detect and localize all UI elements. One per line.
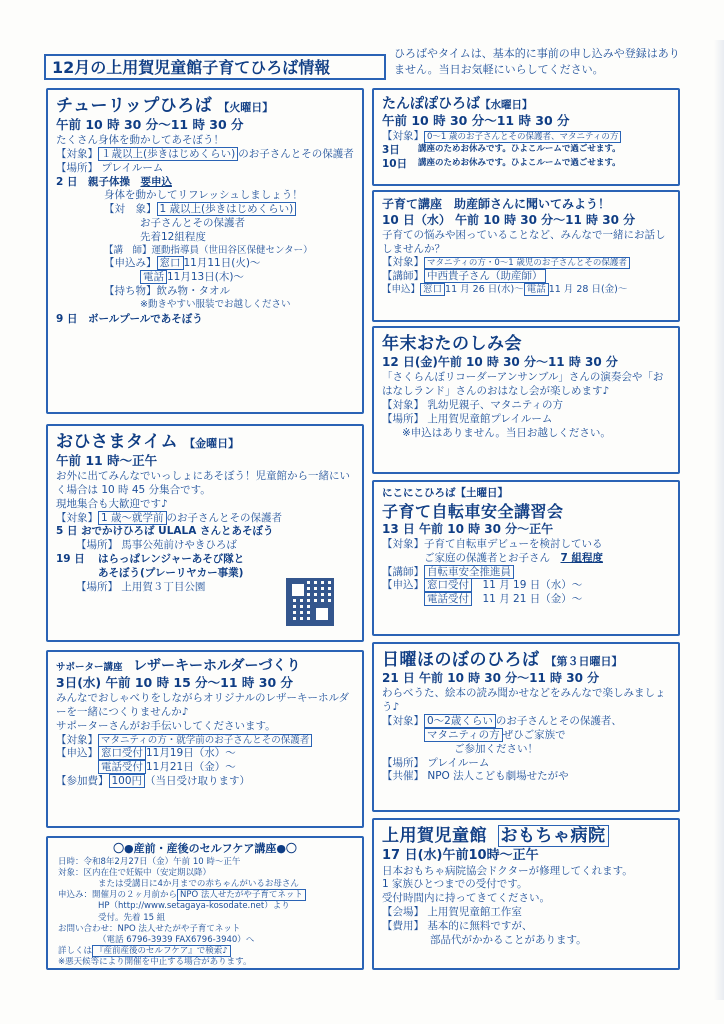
selfcare-l3: または受講日に4か月までの赤ちゃんがいるお母さん (98, 878, 299, 889)
selfcare-search-term: 『産前産後のセルフケア』で検索♪ (92, 945, 231, 957)
midwife-apply-label: 【申込】 (382, 284, 421, 296)
leather-apply-label: 【申込】 (56, 747, 98, 760)
tulip-day: 【火曜日】 (218, 101, 274, 114)
sunday-target-4: ぜひご家族で (502, 728, 566, 741)
midwife-apply-window-date: 11 月 26 日(水)～ (445, 284, 524, 296)
tulip-e1-apply: 要申込 (140, 175, 172, 188)
ohisama-time: 午前 11 時～正午 (56, 453, 158, 469)
midwife-apply-phone: 電話 (524, 283, 549, 296)
tulip-e1-target: 1 歳以上(歩きはじめくらい) (157, 202, 297, 216)
sunday-section (372, 642, 680, 812)
midwife-target-label: 【対象】 (382, 256, 424, 269)
bike-target-2: ご家庭の保護者とお子さん (424, 551, 550, 564)
ohisama-desc-2: 現地集合も大歓迎です♪ (56, 497, 168, 510)
tulip-e1-bring-label: 【持ち物】 (104, 285, 157, 298)
yearend-target: 【対象】 乳幼児親子、マタニティの方 (382, 398, 563, 411)
leather-apply-phone: 電話受付 (98, 760, 146, 774)
selfcare-l4b: NPO 法人せたがや子育てネット (177, 889, 306, 901)
midwife-title: 子育て講座 助産師さんに聞いてみよう！ (382, 197, 611, 211)
tanpopo-closed-1: 講座のためお休みです。ひよこルームで過ごせます。 (418, 143, 621, 154)
sunday-target-3: マタニティの方 (424, 728, 503, 742)
ohisama-target-2: のお子さんとその保護者 (166, 511, 283, 524)
leather-target: マタニティの方・就学前のお子さんとその保護者 (98, 734, 312, 747)
leather-desc: みんなでおしゃべりをしながらオリジナルのレザーキーホルダーを一緒につくりませんか♪ (56, 691, 350, 718)
selfcare-l5[interactable]: HP（http://www.setagaya-kosodate.net）より (98, 901, 290, 912)
leather-apply-phone-date: 11月21日（金）～ (146, 761, 236, 774)
midwife-teacher: 中西貴子さん（助産師） (424, 269, 546, 283)
bike-target-label: 【対象】 (382, 537, 424, 550)
leather-target-label: 【対象】 (56, 733, 98, 746)
tulip-target: １歳以上(歩きはじめくらい) (98, 147, 238, 161)
leather-apply-window-date: 11月19日（水）～ (146, 747, 236, 760)
sunday-target: 0～2歳くらい (424, 714, 496, 728)
tanpopo-target-label: 【対象】 (382, 129, 424, 142)
sunday-desc: わらべうた、絵本の読み聞かせなどをみんなで楽しみましょう♪ (382, 687, 666, 714)
selfcare-l1: 日時：令和8年2月27日（金）午前 10 時～正午 (58, 856, 241, 867)
tulip-e1-target-label: 【対 象】 (104, 203, 157, 216)
midwife-apply-phone-date: 11 月 28 日(金)～ (548, 284, 628, 296)
ohisama-e2-place: 【場所】 上用賀３丁目公園 (76, 580, 206, 593)
ohisama-target: 1 歳～就学前 (98, 511, 167, 525)
page-edge-shadow (714, 40, 724, 1000)
selfcare-l6: 受付。先着 15 組 (98, 912, 166, 923)
tanpopo-title: たんぽぽひろば (382, 96, 480, 112)
tulip-e1-apply-phone: 電話 (140, 270, 167, 284)
toy-title-2: おもちゃ病院 (498, 825, 609, 847)
selfcare-l9a: 詳しくは (58, 946, 93, 957)
tulip-e1-apply-phone-date: 11月13日(木)～ (167, 271, 244, 284)
bike-apply-phone: 電話受付 (424, 592, 472, 606)
bike-teacher: 自転車安全推進員 (424, 565, 514, 579)
yearend-time: 12 日(金)午前 10 時 30 分～11 時 30 分 (382, 355, 618, 370)
tulip-section (46, 88, 364, 414)
tulip-time: 午前 10 時 30 分～11 時 30 分 (56, 117, 244, 133)
ohisama-day: 【金曜日】 (184, 437, 240, 450)
bike-apply-phone-date: 11 月 21 日（金）～ (482, 593, 583, 606)
sunday-day: 【第３日曜日】 (545, 655, 623, 668)
toy-desc: 日本おもちゃ病院協会ドクターが修理してくれます。 (382, 864, 633, 877)
tulip-e1-title: 親子体操 (87, 175, 130, 188)
tulip-target-label: 【対象】 (56, 147, 98, 160)
midwife-time: 10 日（水） 午前 10 時 30 分～11 時 30 分 (382, 212, 636, 227)
bike-section (372, 480, 680, 636)
sunday-target-2: のお子さんとその保護者、 (495, 714, 622, 727)
yearend-place: 【場所】 上用賀児童館プレイルーム (382, 412, 553, 425)
sunday-title: 日曜ほのぼのひろば (382, 650, 540, 670)
toy-fee-2: 部品代がかかることがあります。 (430, 933, 587, 946)
selfcare-l4: 申込み：開催月の２ヶ月前から (58, 890, 178, 901)
tanpopo-day: 【水曜日】 (480, 99, 533, 111)
tulip-e1-desc: 身体を動かしてリフレッシュしましょう！ (104, 189, 303, 202)
bike-apply-window-date: 11 月 19 日（水）～ (482, 579, 583, 592)
tulip-e1-note: ※動きやすい服装でお越しください (140, 298, 291, 310)
ohisama-section (46, 424, 364, 642)
header-title: 12月の上用賀児童館子育てひろば情報 (44, 54, 386, 80)
tanpopo-target: 0～1 歳のお子さんとその保護者、マタニティの方 (424, 131, 621, 143)
ohisama-e2-title: はらっぱレンジャーあそび隊と (98, 553, 245, 566)
tulip-e1-teacher-label: 【講 師】 (104, 244, 152, 256)
ohisama-target-label: 【対象】 (56, 511, 98, 524)
bike-teacher-label: 【講師】 (382, 565, 424, 578)
tanpopo-section (372, 88, 680, 186)
ohisama-desc: お外に出てみんなでいっしょにあそぼう！児童館から一緒にいく場合は 10 時 45 分集合です。 (56, 469, 350, 496)
leather-desc-2: サポーターさんがお手伝いしてくださいます。 (56, 719, 276, 732)
midwife-target: マタニティの方・0～1 歳児のお子さんとその保護者 (424, 257, 630, 269)
toy-desc-3: 受付時間内に持ってきてください。 (382, 892, 550, 905)
tulip-e1-target-2: お子さんとその保護者 (140, 217, 245, 230)
tulip-place: 【場所】 プレイルーム (56, 161, 164, 174)
tulip-target-2: のお子さんとその保護者 (238, 147, 354, 160)
bike-apply-window: 窓口受付 (424, 578, 472, 592)
sunday-target-5: ご参加ください！ (454, 742, 538, 755)
tulip-e1-apply-window-date: 11月11日(火)～ (183, 257, 261, 270)
yearend-note: ※申込はありません。当日お越しください。 (402, 426, 611, 439)
leather-fee: 100円 (109, 774, 146, 788)
toy-desc-2: 1 家族ひとつまでの受付です。 (382, 878, 528, 891)
toy-section (372, 818, 680, 970)
tulip-e1-bring: 飲み物・タオル (156, 285, 230, 298)
tulip-desc: たくさん身体を動かしてあそぼう！ (56, 133, 224, 146)
leather-fee-label: 【参加費】 (56, 775, 109, 788)
header-notice: ひろばやタイムは、基本的に事前の申し込みや登録はありません。当日お気軽にいらしてください。 (394, 47, 680, 76)
selfcare-l8: （電話 6796-3939 FAX6796-3940）へ (98, 935, 255, 946)
toy-title-1: 上用賀児童館 (382, 826, 487, 846)
bike-count: 7 組程度 (560, 551, 603, 564)
midwife-apply-window: 窓口 (420, 283, 445, 296)
ohisama-title: おひさまタイム (56, 432, 179, 452)
qr-code[interactable] (286, 578, 334, 626)
tulip-e1-count: 先着12組程度 (140, 230, 206, 243)
bike-time: 13 日 午前 10 時 30 分～正午 (382, 521, 554, 536)
yearend-section (372, 326, 680, 474)
midwife-section (372, 190, 680, 322)
selfcare-section (46, 836, 364, 970)
ohisama-e1-place: 【場所】 馬事公苑前けやきひろば (76, 539, 237, 552)
selfcare-l7: お問い合わせ：NPO 法人せたがや子育てネット (58, 923, 241, 934)
sunday-cohost: 【共催】 NPO 法人こども劇場せたがや (382, 770, 569, 783)
leather-fee-note: （当日受け取ります） (145, 775, 251, 788)
selfcare-title: 〇●産前・産後のセルフケア講座●〇 (113, 842, 297, 855)
tulip-e1-apply-window: 窓口 (157, 256, 184, 270)
bike-day: 【土曜日】 (455, 487, 508, 499)
yearend-title: 年末おたのしみ会 (382, 334, 522, 354)
leather-section (46, 650, 364, 828)
selfcare-l10: ※悪天候等により開催を中止する場合があります。 (58, 957, 252, 968)
tulip-e2-title: ボールプールであそぼう (87, 313, 203, 326)
tanpopo-time: 午前 10 時 30 分～11 時 30 分 (382, 113, 570, 129)
ohisama-e2-title-2: あそぼう(プレーリヤカー事業) (98, 566, 244, 579)
midwife-desc: 子育ての悩みや困っていることなど、みんなで一緒にお話ししませんか？ (382, 228, 666, 255)
sunday-place: 【場所】 プレイルーム (382, 756, 490, 769)
sunday-time: 21 日 午前 10 時 30 分～11 時 30 分 (382, 671, 600, 686)
bike-apply-label: 【申込】 (382, 579, 424, 592)
bike-target: 子育て自転車デビューを検討している (424, 537, 603, 550)
tanpopo-closed-1-date: 3日 (382, 143, 400, 156)
toy-fee: 【費用】 基本的に無料ですが、 (382, 920, 533, 933)
tanpopo-closed-2: 講座のためお休みです。ひよこルームで過ごせます。 (418, 157, 621, 168)
midwife-teacher-label: 【講師】 (382, 270, 424, 283)
sunday-target-label: 【対象】 (382, 714, 424, 727)
bike-prefix: にこにこひろば (382, 487, 456, 499)
tulip-e1-date: 2 日 (56, 175, 78, 188)
tulip-title: チューリップひろば (56, 96, 213, 116)
selfcare-l2: 対象：区内在住で妊娠中（安定期以降） (58, 867, 212, 878)
leather-prefix: サポーター講座 (56, 662, 123, 673)
yearend-desc: 「さくらんぼリコーダーアンサンブル」さんの演奏会や「おはなしランド」さんのおはなし会が楽しめます♪ (382, 371, 664, 398)
toy-time: 17 日(水)午前10時～正午 (382, 848, 539, 864)
tulip-e2-date: 9 日 (56, 313, 78, 326)
bike-title: 子育て自転車安全講習会 (382, 501, 564, 521)
leather-apply-window: 窓口受付 (98, 746, 146, 760)
tulip-e1-teacher: 運動指導員（世田谷区保健センター） (151, 244, 313, 256)
tulip-e1-apply-label: 【申込み】 (104, 257, 157, 270)
ohisama-e2-date: 19 日 (56, 553, 85, 566)
ohisama-e1: 5 日 おでかけひろば ULALA さんとあそぼう (56, 525, 274, 538)
toy-place: 【会場】 上用賀児童館工作室 (382, 906, 522, 919)
leather-title: レザーキーホルダーづくり (133, 658, 301, 674)
tanpopo-closed-2-date: 10日 (382, 157, 408, 170)
leather-time: 3日(水) 午前 10 時 15 分～11 時 30 分 (56, 675, 294, 691)
